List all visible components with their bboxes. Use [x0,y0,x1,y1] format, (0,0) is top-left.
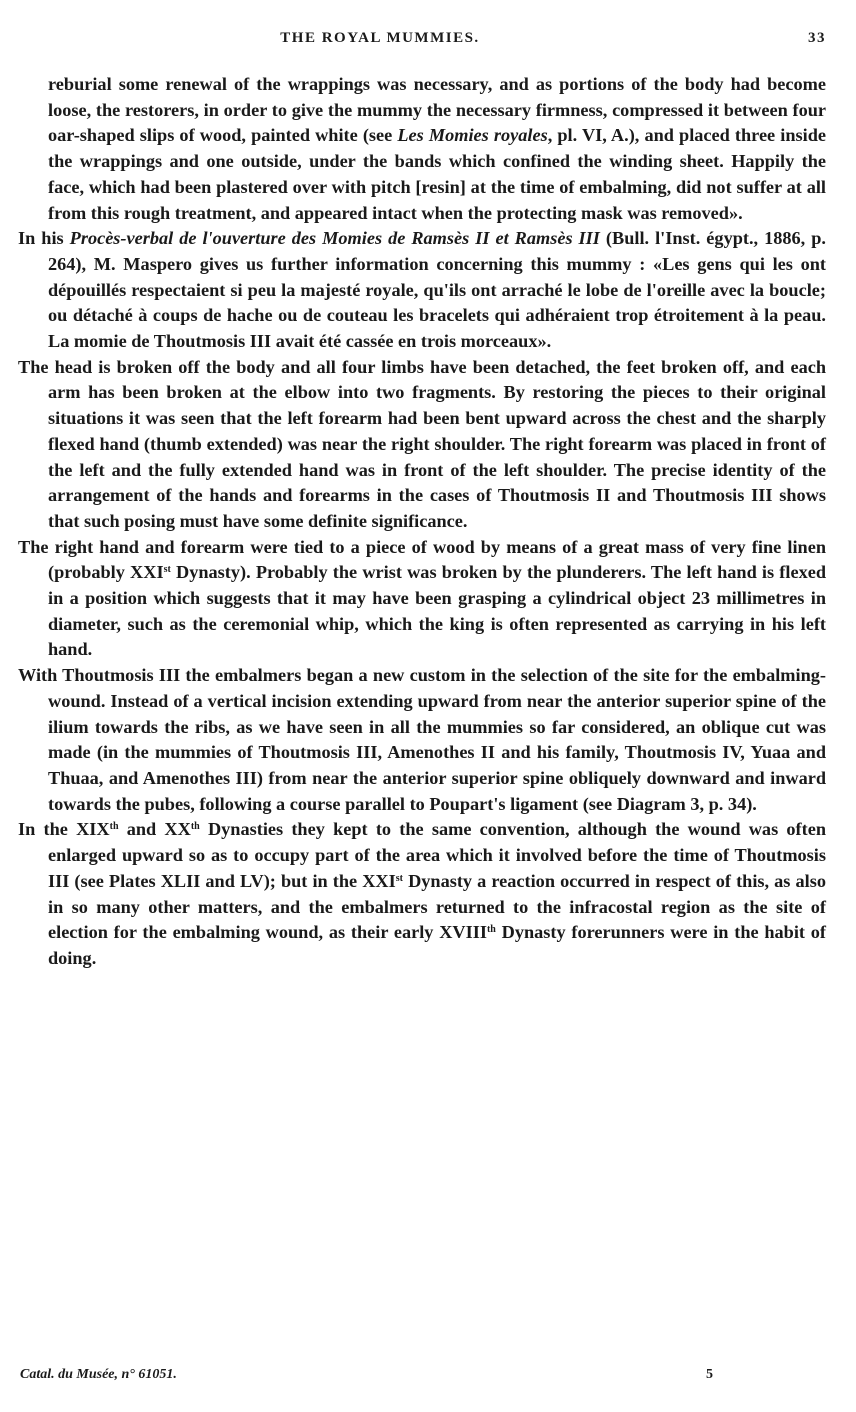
paragraph [18,817,826,971]
paragraph [18,226,826,355]
signature-mark: 5 [706,1367,713,1382]
text-run: The right hand and forearm were tied to a piece of wood by means of a great mass of very fine linen (probably XXI [18,536,826,583]
text-run: and XX [118,819,191,840]
text-run: Dynasties they kept to the same convention, although the wound was often enlarged upward so as to occupy part of the area which it involved before the time of Thoutmosis III (see Plates XLII and LV); but in the XXI [48,819,826,891]
ordinal-suffix: st [395,872,403,884]
text-run: Dynasty). Probably the wrist was broken by the plunderers. The left hand is flexed in a position which suggests that it may have been grasping a cylindrical object 23 millimetres in diameter, such as the ceremonial whip, which the king is often represented as carrying in his left hand. [48,562,827,660]
page-number: 33 [808,30,826,46]
text-run: In his [18,228,70,249]
text-run: With Thoutmosis III the embalmers began a new custom in the selection of the site for the embalming-wound. Instead of a vertical incision extending upward from near the anterior superior spine of the ilium towards the ribs, as we have seen in all the mummies so far considered, an oblique cut was made (in the mummies of Thoutmosis III, Amenothes II and his family, Thoutmosis IV, Yuaa and Thuaa, and Amenothes III) from near the anterior superior spine obliquely downward and inward towards the pubes, following a course parallel to Poupart's ligament (see Diagram 3, p. 34). [18,665,826,814]
ordinal-suffix: th [190,821,200,833]
running-title: THE ROYAL MUMMIES. [280,30,480,46]
paragraph [18,663,826,817]
text-run: (Bull. l'Inst. égypt., 1886, p. 264), M. Maspero gives us further information concerning this mummy : «Les gens qui les ont dépouillés respectaient si peu la majesté royale, qu'ils ont arraché le lobe de l'oreille avec la boucle; ou détaché à coups de hache ou de couteau les bracelets qui adhéraient trop étroitement à la peau. La momie de Thoutmosis III avait été cassée en trois morceaux». [48,228,826,352]
text-run: , pl. VI, A.), and placed three inside the wrappings and one outside, under the bands which confined the winding sheet. Happily the face, which had been plastered over with pitch [resin] at the time of embalming, did not suffer at all from this rough treatment, and appeared intact when the protecting mask was removed». [48,125,826,223]
ordinal-suffix: th [486,924,496,936]
italic-title: Les Momies royales [397,125,548,146]
text-run: Dynasty a reaction occurred in respect of this, as also in so many other matters, and the embalmers returned to the infracostal region as the site of election for the embalming wound, as their early XVIII [48,870,826,943]
running-head [0,30,856,54]
text-run: reburial some renewal of the wrappings was necessary, and as portions of the body had become loose, the restorers, in order to give the mummy the necessary firmness, compressed it between four oar-shaped slips of wood, painted white (see [48,74,826,146]
text-run: In the XIX [18,819,110,840]
page-footer [20,1367,830,1387]
catalogue-reference [20,1367,177,1383]
paragraph [18,535,826,664]
text-run: The head is broken off the body and all four limbs have been detached, the feet broken off, and each arm has been broken at the elbow into two fragments. By restoring the pieces to their original situations it was seen that the left forearm had been bent upward across the chest and the sharply flexed hand (thumb extended) was near the right shoulder. The right forearm was placed in front of the left and the fully extended hand was in front of the left shoulder. The precise identity of the arrangement of the hands and forearms in the cases of Thoutmosis II and Thoutmosis III shows that such posing must have some definite significance. [18,356,826,531]
paragraph [18,355,826,535]
italic-title: Procès-verbal de l'ouverture des Momies de Ramsès II et Ramsès III [69,228,600,249]
ordinal-suffix: st [163,564,171,576]
paragraph [18,72,826,226]
text-run: Dynasty forerunners were in the habit of doing. [48,922,826,968]
catalogue-text: Catal. du Musée, n° 61051. [20,1367,177,1382]
body-text [18,72,826,972]
ordinal-suffix: th [109,821,119,833]
